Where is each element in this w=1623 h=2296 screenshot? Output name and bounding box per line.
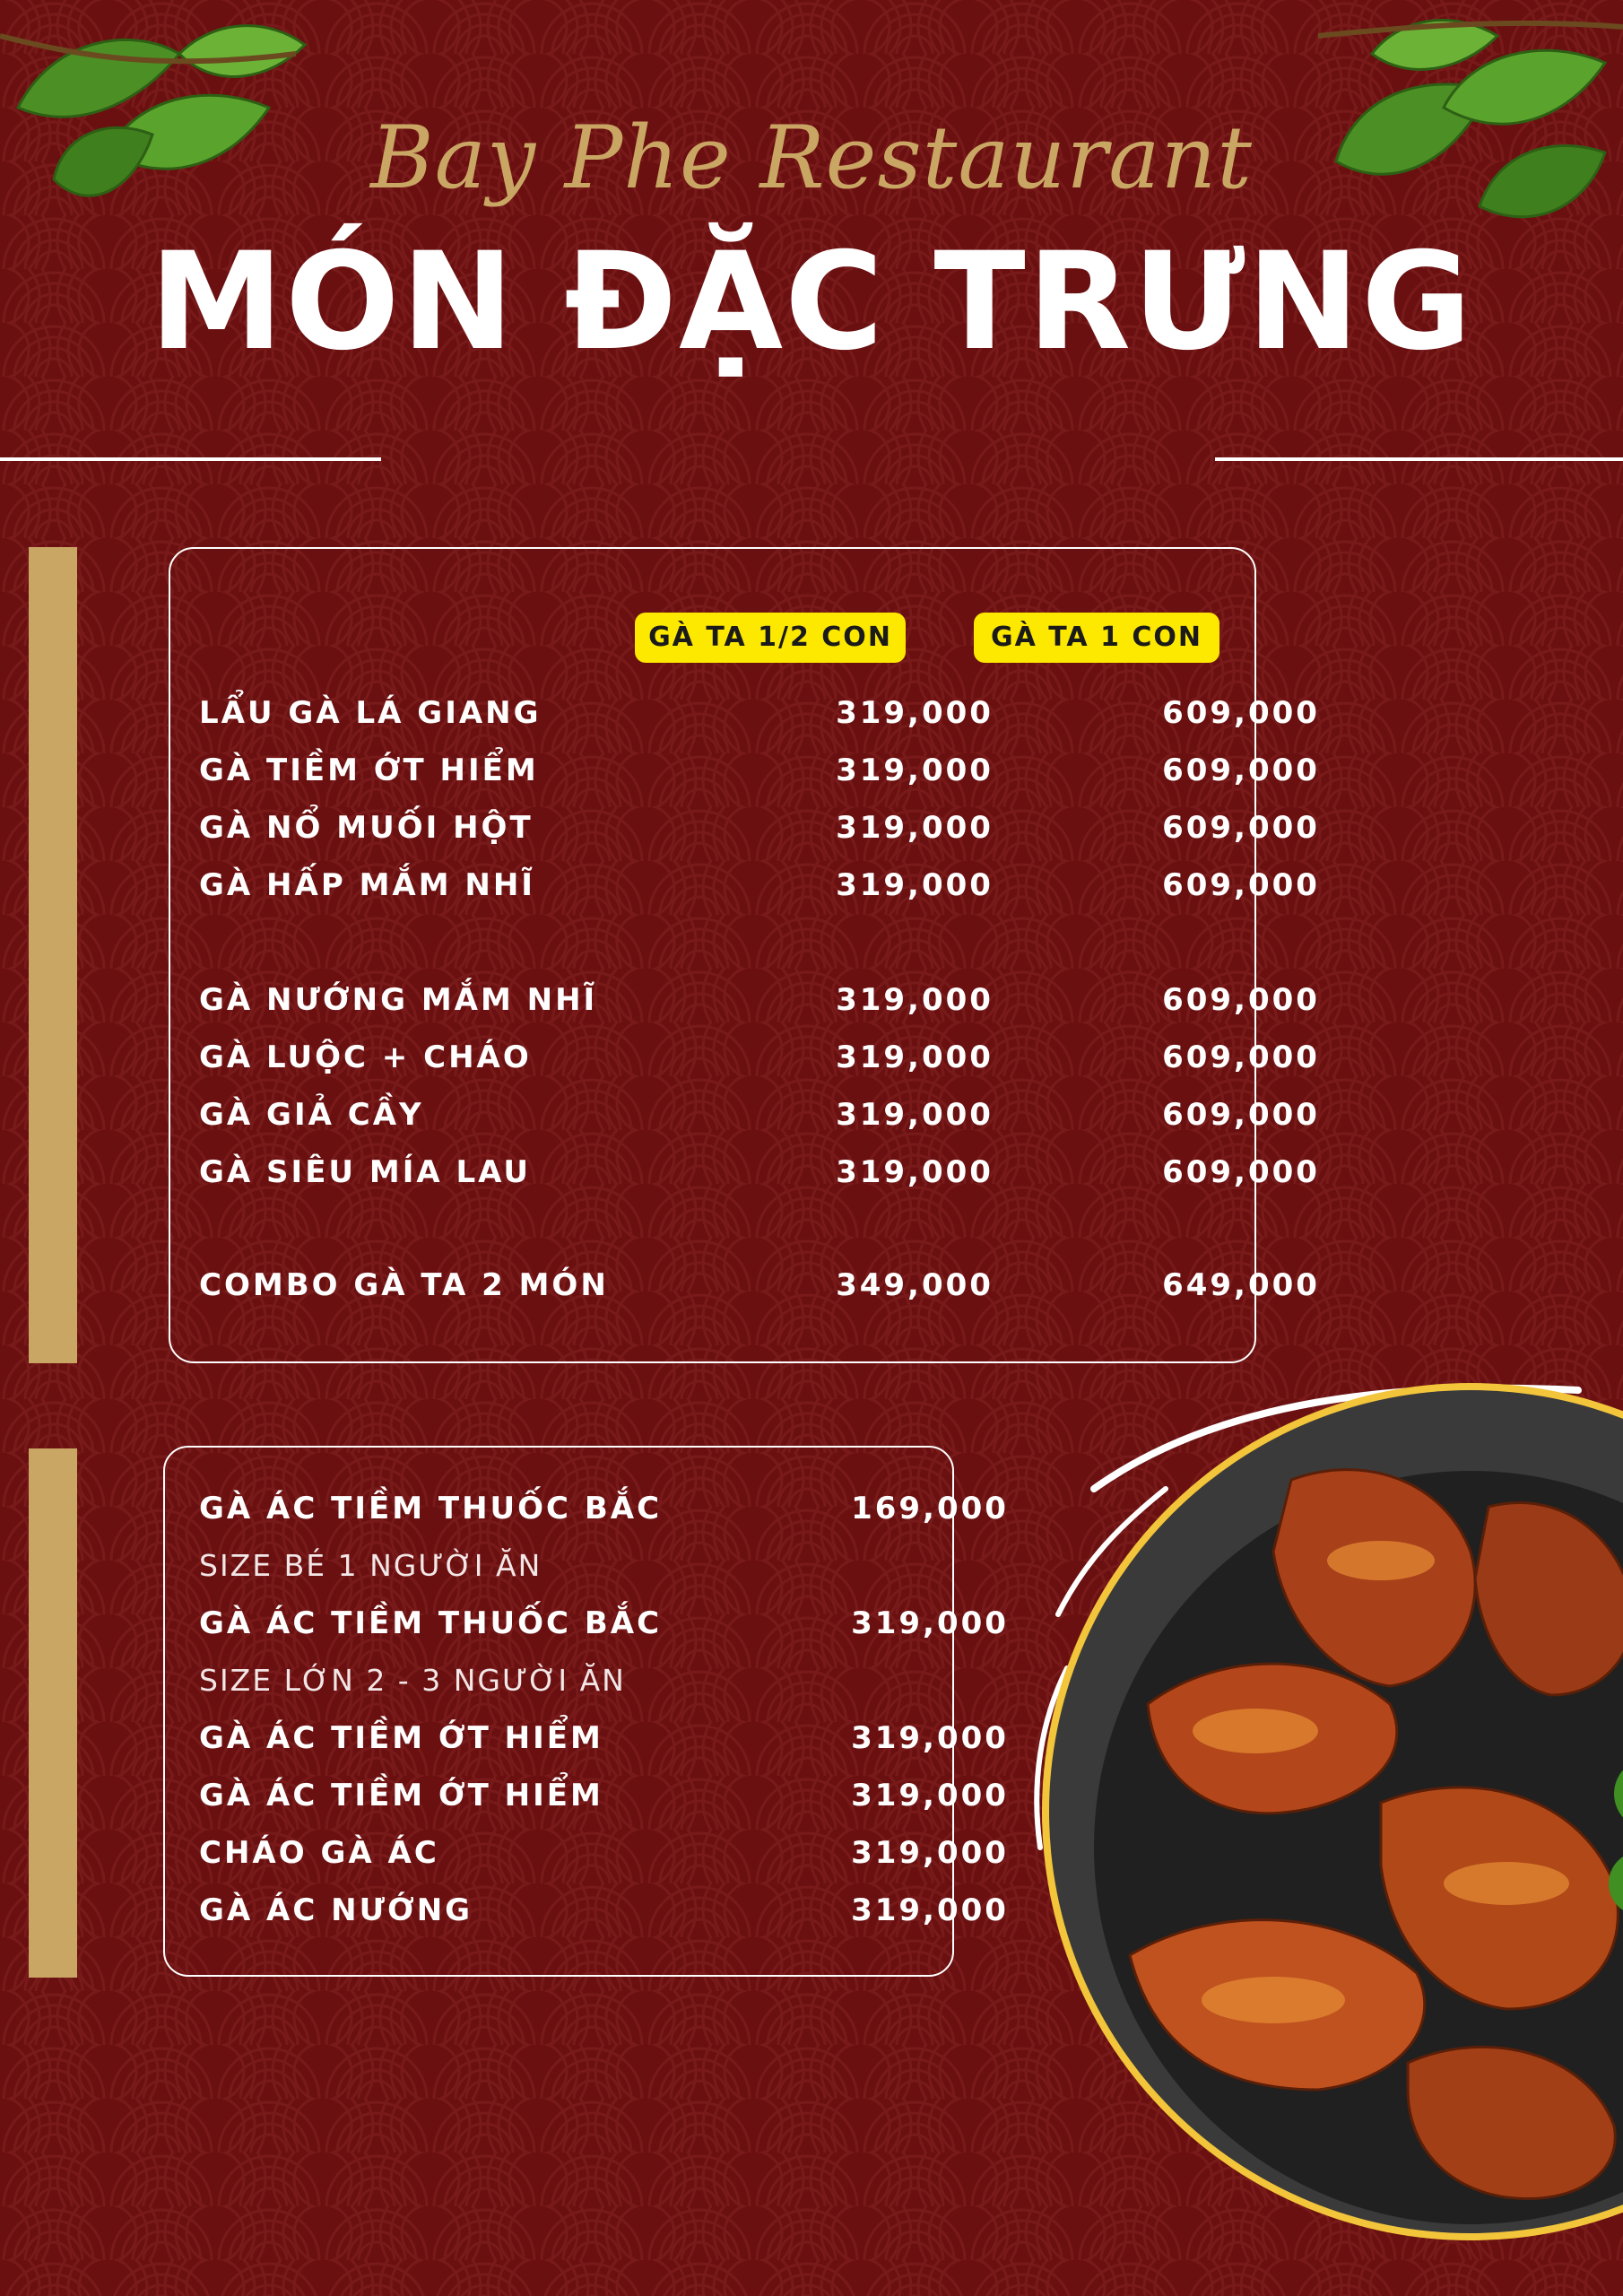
item-price-half: 319,000 — [836, 695, 994, 731]
item-price-half: 319,000 — [836, 1097, 994, 1133]
item-price-whole: 609,000 — [1162, 1154, 1320, 1190]
item-name: GÀ ÁC NƯỚNG — [199, 1892, 473, 1928]
item-name: GÀ ÁC TIỀM THUỐC BẮC — [199, 1605, 663, 1641]
column-header-whole: GÀ TA 1 CON — [974, 613, 1219, 663]
grilled-chicken-wings-plate — [1022, 1381, 1623, 2278]
item-name: GÀ NỔ MUỐI HỘT — [199, 810, 534, 846]
item-price: 319,000 — [851, 1835, 1009, 1871]
item-name: GÀ ÁC TIỀM ỚT HIỂM — [199, 1720, 603, 1756]
item-price-whole: 609,000 — [1162, 867, 1320, 903]
item-name: GÀ SIÊU MÍA LAU — [199, 1154, 532, 1190]
item-name: GÀ ÁC TIỀM ỚT HIỂM — [199, 1778, 603, 1813]
item-price-whole: 609,000 — [1162, 695, 1320, 731]
item-price-whole: 609,000 — [1162, 982, 1320, 1018]
divider-right — [1215, 457, 1623, 461]
item-price-half: 319,000 — [836, 752, 994, 788]
item-price: 319,000 — [851, 1892, 1009, 1928]
menu-box-chicken — [169, 547, 1256, 1363]
item-price-half: 319,000 — [836, 1039, 994, 1075]
divider-left — [0, 457, 381, 461]
item-price-whole: 609,000 — [1162, 1039, 1320, 1075]
item-price-half: 319,000 — [836, 810, 994, 846]
restaurant-brand: Bay Phe Restaurant — [370, 108, 1253, 208]
item-name: GÀ TIỀM ỚT HIỂM — [199, 752, 539, 788]
accent-bar-top — [29, 547, 77, 1363]
item-price: 319,000 — [851, 1720, 1009, 1756]
item-price-whole: 609,000 — [1162, 1097, 1320, 1133]
item-name: GÀ HẤP MẮM NHĨ — [199, 867, 535, 903]
item-price-half: 319,000 — [836, 867, 994, 903]
page-title: MÓN ĐẶC TRƯNG — [149, 224, 1474, 380]
item-name: GÀ NƯỚNG MẮM NHĨ — [199, 982, 598, 1018]
accent-bar-bottom — [29, 1448, 77, 1978]
item-name: GÀ LUỘC + CHÁO — [199, 1039, 532, 1075]
item-price-whole: 609,000 — [1162, 752, 1320, 788]
item-name: COMBO GÀ TA 2 MÓN — [199, 1267, 609, 1303]
size-note: SIZE BÉ 1 NGƯỜI ĂN — [199, 1548, 542, 1583]
size-note: SIZE LỚN 2 - 3 NGƯỜI ĂN — [199, 1663, 626, 1698]
item-price: 319,000 — [851, 1778, 1009, 1813]
item-price: 169,000 — [851, 1491, 1009, 1526]
item-name: CHÁO GÀ ÁC — [199, 1835, 439, 1871]
item-price: 319,000 — [851, 1605, 1009, 1641]
item-name: GÀ GIẢ CẦY — [199, 1097, 424, 1133]
item-price-whole: 609,000 — [1162, 810, 1320, 846]
column-header-half: GÀ TA 1/2 CON — [635, 613, 906, 663]
item-name: GÀ ÁC TIỀM THUỐC BẮC — [199, 1491, 663, 1526]
item-price-whole: 649,000 — [1162, 1267, 1320, 1303]
item-price-half: 319,000 — [836, 1154, 994, 1190]
item-name: LẨU GÀ LÁ GIANG — [199, 695, 542, 731]
item-price-half: 319,000 — [836, 982, 994, 1018]
item-price-half: 349,000 — [836, 1267, 994, 1303]
